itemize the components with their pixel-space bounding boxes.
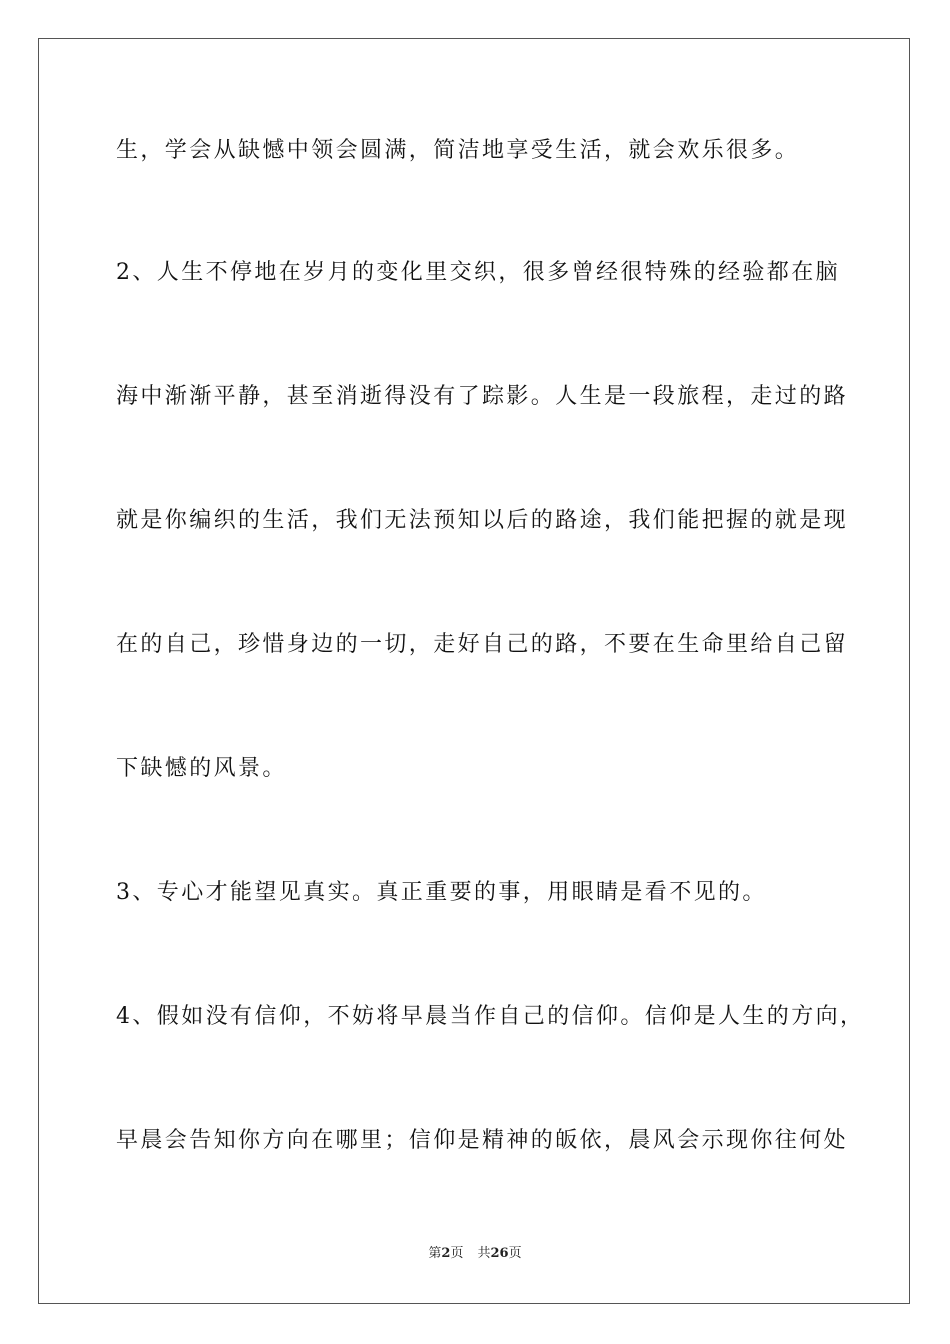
body-text-line-5: 在的自己，珍惜身边的一切，走好自己的路，不要在生命里给自己留 [116,632,849,657]
total-page-count: 26 [490,1246,509,1261]
total-label-suffix: 页 [508,1246,522,1261]
page-label-prefix: 第 [428,1246,442,1261]
body-text-line-3: 海中渐渐平静，甚至消逝得没有了踪影。人生是一段旅程，走过的路 [116,384,849,409]
body-text-line-7: 3、专心才能望见真实。真正重要的事，用眼睛是看不见的。 [116,880,767,905]
page-footer [0,1245,950,1263]
body-text-line-1: 生，学会从缺憾中领会圆满，简洁地享受生活，就会欢乐很多。 [116,138,800,163]
body-text-line-2: 2、人生不停地在岁月的变化里交织，很多曾经很特殊的经验都在脑 [116,260,840,285]
page-label-suffix: 页 [450,1246,464,1261]
total-label-prefix: 共 [477,1246,491,1261]
body-text-line-6: 下缺憾的风景。 [116,756,287,781]
page-border [38,38,910,1304]
body-text-line-8: 4、假如没有信仰，不妨将早晨当作自己的信仰。信仰是人生的方向， [116,1004,865,1029]
current-page-number: 2 [441,1246,451,1261]
body-text-line-9: 早晨会告知你方向在哪里；信仰是精神的皈依，晨风会示现你往何处 [116,1128,849,1153]
body-text-line-4: 就是你编织的生活，我们无法预知以后的路途，我们能把握的就是现 [116,508,849,533]
